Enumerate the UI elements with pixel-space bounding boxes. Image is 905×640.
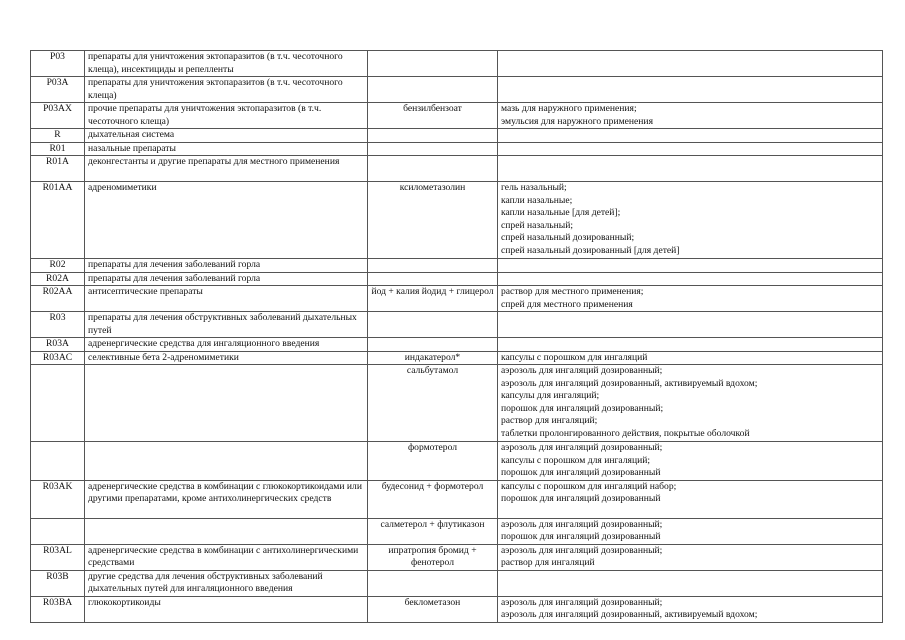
inn-cell: салметерол + флутиказон (368, 518, 498, 544)
atc-code-cell: R02 (31, 259, 85, 273)
group-name-cell: препараты для уничтожения эктопаразитов (в т.ч. чесоточного клеща) (85, 77, 368, 103)
table-row (31, 272, 883, 286)
dosage-forms-cell (498, 77, 883, 103)
table-row (31, 77, 883, 103)
atc-code-cell: P03AX (31, 103, 85, 129)
inn-cell: йод + калия йодид + глицерол (368, 286, 498, 312)
table-row (31, 442, 883, 481)
table-row (31, 338, 883, 352)
atc-code-cell: R02AA (31, 286, 85, 312)
dosage-forms-cell (498, 156, 883, 182)
table-row (31, 365, 883, 442)
atc-code-cell: R01AA (31, 182, 85, 259)
dosage-forms-cell (498, 129, 883, 143)
atc-code-cell: R (31, 129, 85, 143)
dosage-forms-cell: гель назальный; капли назальные; капли назальные [для детей]; спрей назальный; спрей назальный дозированный; спрей назальный дозированный [для детей] (498, 182, 883, 259)
drug-list-body (31, 51, 883, 623)
table-row (31, 129, 883, 143)
inn-cell: сальбутамол (368, 365, 498, 442)
group-name-cell (85, 365, 368, 442)
group-name-cell: дыхательная система (85, 129, 368, 143)
dosage-forms-cell: капсулы с порошком для ингаляций (498, 351, 883, 365)
dosage-forms-cell: аэрозоль для ингаляций дозированный; раствор для ингаляций (498, 544, 883, 570)
group-name-cell (85, 442, 368, 481)
table-row (31, 182, 883, 259)
dosage-forms-cell: аэрозоль для ингаляций дозированный; порошок для ингаляций дозированный (498, 518, 883, 544)
atc-code-cell: R01A (31, 156, 85, 182)
inn-cell: бензилбензоат (368, 103, 498, 129)
dosage-forms-cell: аэрозоль для ингаляций дозированный; аэрозоль для ингаляций дозированный, активируемый вдохом; капсулы для ингаляций; порошок для ингаляций дозированный; раствор для ингаляций; таблетки пролонгированного действия, покрытые оболочкой (498, 365, 883, 442)
inn-cell: беклометазон (368, 596, 498, 622)
table-row (31, 544, 883, 570)
dosage-forms-cell: аэрозоль для ингаляций дозированный; аэрозоль для ингаляций дозированный, активируемый вдохом; (498, 596, 883, 622)
inn-cell (368, 51, 498, 77)
group-name-cell: глюкокортикоиды (85, 596, 368, 622)
group-name-cell: адренергические средства в комбинации с глюкокортикоидами или другими препаратами, кроме антихолинергических средств (85, 480, 368, 518)
atc-code-cell: R03 (31, 312, 85, 338)
group-name-cell: селективные бета 2-адреномиметики (85, 351, 368, 365)
group-name-cell: препараты для лечения заболеваний горла (85, 259, 368, 273)
inn-cell: ипратропия бромид + фенотерол (368, 544, 498, 570)
group-name-cell: прочие препараты для уничтожения эктопаразитов (в т.ч. чесоточного клеща) (85, 103, 368, 129)
inn-cell: ксилометазолин (368, 182, 498, 259)
dosage-forms-cell (498, 259, 883, 273)
group-name-cell: другие средства для лечения обструктивных заболеваний дыхательных путей для ингаляционного введения (85, 570, 368, 596)
dosage-forms-cell: аэрозоль для ингаляций дозированный; капсулы с порошком для ингаляций; порошок для ингаляций дозированный (498, 442, 883, 481)
dosage-forms-cell: раствор для местного применения; спрей для местного применения (498, 286, 883, 312)
inn-cell (368, 142, 498, 156)
atc-code-cell: R03AC (31, 351, 85, 365)
table-row (31, 570, 883, 596)
atc-code-cell: R01 (31, 142, 85, 156)
group-name-cell: препараты для лечения обструктивных заболеваний дыхательных путей (85, 312, 368, 338)
atc-code-cell: R03B (31, 570, 85, 596)
inn-cell (368, 156, 498, 182)
table-row (31, 142, 883, 156)
drug-list-table (30, 50, 883, 623)
inn-cell: будесонид + формотерол (368, 480, 498, 518)
group-name-cell: адреномиметики (85, 182, 368, 259)
table-row (31, 286, 883, 312)
table-row (31, 259, 883, 273)
group-name-cell: препараты для уничтожения эктопаразитов (в т.ч. чесоточного клеща), инсектициды и репелленты (85, 51, 368, 77)
atc-code-cell (31, 365, 85, 442)
atc-code-cell (31, 518, 85, 544)
group-name-cell: антисептические препараты (85, 286, 368, 312)
table-row (31, 351, 883, 365)
dosage-forms-cell: мазь для наружного применения; эмульсия для наружного применения (498, 103, 883, 129)
atc-code-cell: R03BA (31, 596, 85, 622)
dosage-forms-cell (498, 570, 883, 596)
group-name-cell (85, 518, 368, 544)
atc-code-cell: R02A (31, 272, 85, 286)
dosage-forms-cell (498, 312, 883, 338)
inn-cell (368, 129, 498, 143)
table-row (31, 51, 883, 77)
group-name-cell: адренергические средства в комбинации с антихолинергическими средствами (85, 544, 368, 570)
table-row (31, 103, 883, 129)
inn-cell (368, 259, 498, 273)
dosage-forms-cell (498, 142, 883, 156)
group-name-cell: деконгестанты и другие препараты для местного применения (85, 156, 368, 182)
inn-cell (368, 272, 498, 286)
table-row (31, 480, 883, 518)
inn-cell: индакатерол* (368, 351, 498, 365)
group-name-cell: назальные препараты (85, 142, 368, 156)
atc-code-cell: R03AK (31, 480, 85, 518)
dosage-forms-cell (498, 272, 883, 286)
atc-code-cell: P03 (31, 51, 85, 77)
dosage-forms-cell: капсулы с порошком для ингаляций набор; порошок для ингаляций дозированный (498, 480, 883, 518)
table-row (31, 518, 883, 544)
inn-cell: формотерол (368, 442, 498, 481)
dosage-forms-cell (498, 338, 883, 352)
atc-code-cell: P03A (31, 77, 85, 103)
table-row (31, 312, 883, 338)
table-row (31, 156, 883, 182)
inn-cell (368, 570, 498, 596)
inn-cell (368, 77, 498, 103)
table-row (31, 596, 883, 622)
group-name-cell: препараты для лечения заболеваний горла (85, 272, 368, 286)
atc-code-cell: R03A (31, 338, 85, 352)
group-name-cell: адренергические средства для ингаляционного введения (85, 338, 368, 352)
inn-cell (368, 312, 498, 338)
atc-code-cell (31, 442, 85, 481)
inn-cell (368, 338, 498, 352)
atc-code-cell: R03AL (31, 544, 85, 570)
dosage-forms-cell (498, 51, 883, 77)
